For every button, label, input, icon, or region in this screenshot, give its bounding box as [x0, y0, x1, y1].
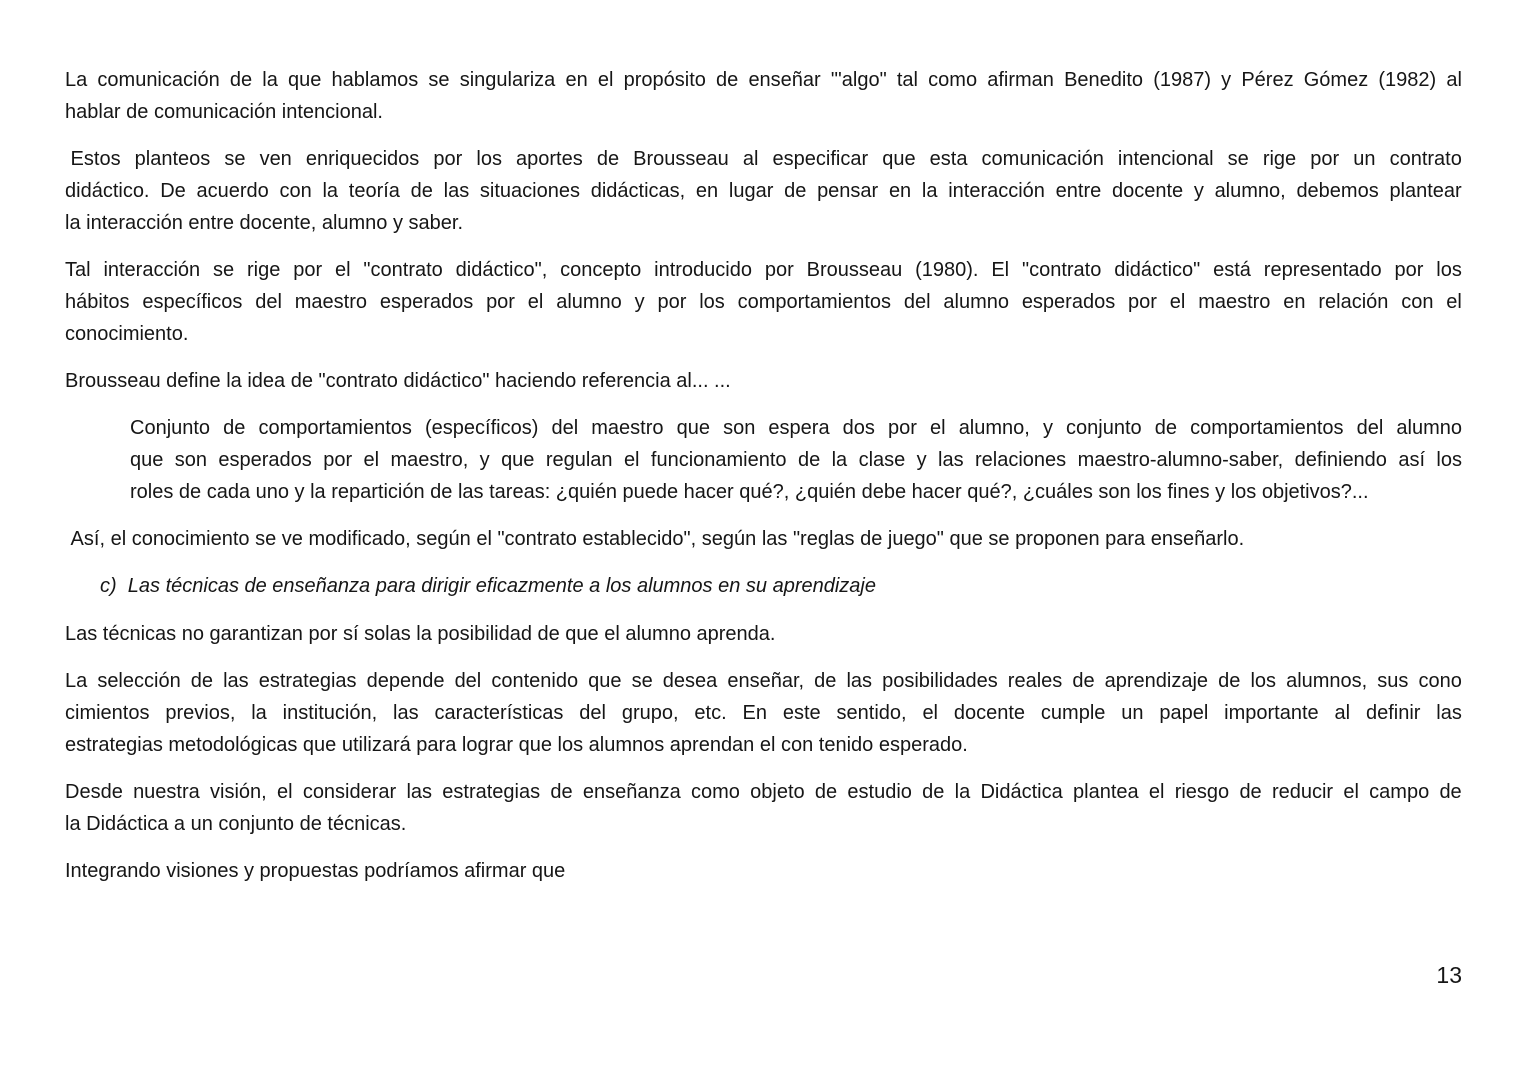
text-line: cimientos previos, la institución, las características del grupo, etc. En este sentido, el docente cumple un papel importante al definir las	[65, 702, 1462, 724]
text-line: Tal interacción se rige por el "contrato didáctico", concepto introducido por Brousseau (1980). El "contrato didáctico" está representado por los	[65, 259, 1462, 281]
text-line: la Didáctica a un conjunto de técnicas.	[65, 813, 407, 835]
page-number: 13	[1436, 962, 1462, 988]
text-line: Desde nuestra visión, el considerar las estrategias de enseñanza como objeto de estudio de la Didáctica plantea el riesgo de reducir el campo de	[65, 781, 1462, 803]
text-line: Así, el conocimiento se ve modificado, según el "contrato establecido", según las "reglas de juego" que se proponen para enseñarlo.	[65, 528, 1245, 550]
text-line: c) Las técnicas de enseñanza para dirigir eficazmente a los alumnos en su aprendizaje	[100, 575, 876, 597]
paragraph	[65, 618, 1462, 650]
text-line: Integrando visiones y propuestas podríamos afirmar que	[65, 860, 566, 882]
text-line: La selección de las estrategias depende del contenido que se desea enseñar, de las posibilidades reales de aprendizaje de los alumnos, sus cono	[65, 670, 1462, 692]
paragraph	[65, 64, 1462, 128]
text-line: que son esperados por el maestro, y que regulan el funcionamiento de la clase y las relaciones maestro-alumno-saber, definiendo así los	[130, 449, 1462, 471]
section-heading	[65, 570, 1462, 602]
text-line: la interacción entre docente, alumno y saber.	[65, 212, 464, 234]
text-line: Conjunto de comportamientos (específicos) del maestro que son espera dos por el alumno, y conjunto de comportamientos del alumno	[130, 417, 1462, 439]
text-line: roles de cada uno y la repartición de las tareas: ¿quién puede hacer qué?, ¿quién debe hacer qué?, ¿cuáles son los fines y los objetivos?...	[130, 481, 1369, 503]
text-line: didáctico. De acuerdo con la teoría de las situaciones didácticas, en lugar de pensar en la interacción entre docente y alumno, debemos plantear	[65, 180, 1462, 202]
text-line: estrategias metodológicas que utilizará para lograr que los alumnos aprendan el con tenido esperado.	[65, 734, 968, 756]
paragraph	[65, 365, 1462, 397]
text-line: Brousseau define la idea de "contrato didáctico" haciendo referencia al... ...	[65, 370, 731, 392]
paragraph	[65, 254, 1462, 350]
paragraph	[65, 776, 1462, 840]
text-line: conocimiento.	[65, 323, 189, 345]
text-line: hablar de comunicación intencional.	[65, 101, 383, 123]
text-line: Estos planteos se ven enriquecidos por los aportes de Brousseau al especificar que esta comunicación intencional se rige por un contrato	[65, 148, 1462, 170]
paragraph	[65, 665, 1462, 761]
page-content	[65, 64, 1462, 902]
paragraph	[65, 523, 1462, 555]
text-line: La comunicación de la que hablamos se singulariza en el propósito de enseñar "'algo" tal como afirman Benedito (1987) y Pérez Gómez (1982) al	[65, 69, 1462, 91]
block-quote	[65, 412, 1462, 508]
text-line: hábitos específicos del maestro esperados por el alumno y por los comportamientos del alumno esperados por el maestro en relación con el	[65, 291, 1462, 313]
paragraph	[65, 143, 1462, 239]
text-line: Las técnicas no garantizan por sí solas la posibilidad de que el alumno aprenda.	[65, 623, 776, 645]
paragraph	[65, 855, 1462, 887]
